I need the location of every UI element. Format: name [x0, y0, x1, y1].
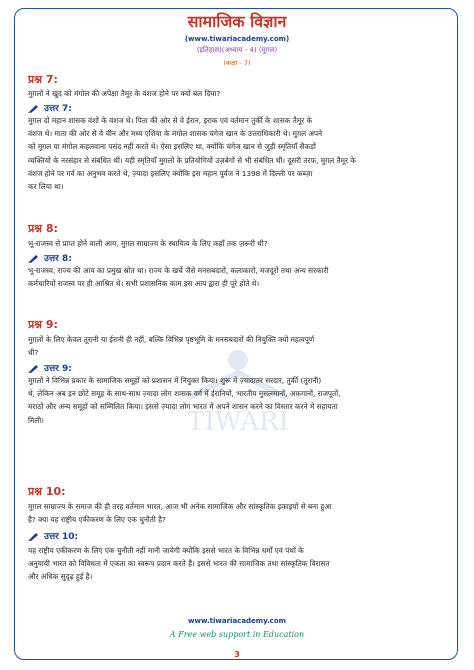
question-text: भू-राजस्व से प्राप्त होने वाली आय, मुग़ल साम्राज्य के स्थायित्व के लिए कहाँ तक ज़रूरी थी?: [28, 239, 268, 248]
answer-text: मुग़लों ने विभिन्न प्रकार के सामाजिक समूहों को प्रशासन में नियुक्त किया। शुरू में ज़्यादातर सरदार, तुर्की (तूरानी) थे, लेकिन अब इन छोटे समूह के साथ-साथ ज़्यादा लोग शासक वर्ग में ईरानियों, भारतीय मुसलमानों, अफ़गानों, राजपूतों, मराठों और अन्य समूहों को सम्मिलित किया। इससे ज़्यादा लोग भारत में अपने शासन करने का विस्तार करने में सहायता मिली।: [28, 376, 341, 425]
page-number: 3: [234, 650, 240, 659]
answer-heading: उत्तर 8:: [28, 251, 72, 264]
answer-text: मुग़ल दो महान शासक वंशों के वंशज थे। पिता की ओर से वे ईरान, इराक एवं वर्तमान तुर्की के शासक तैमूर के वंशज थे। माता की ओर से वे चीन और मध्य एशिया के मंगोल शासक चंगेज खान के उत्तराधिकारी थे। मुग़ल अपने को मुग़ल या मंगोल कहलवाना पसंद नहीं करते थे। ऐसा इसलिए था, क्योंकि चंगेज खान से जुड़ी स्मृतियाँ सैकड़ों व्यक्तियों के नरसंहार से संबंधित थीं। यही स्मृतियाँ मुग़लों के प्रतियोगियों उज़बेगों से भी संबंधित थीं। दूसरी तरफ, मुग़ल तैमूर के वंशज होने पर गर्व का अनुभव करते थे, ज़्यादा इसलिए क्योंकि इस महान पूर्वज ने 1398 में दिल्ली पर कब्ज़ा कर लिया था।: [28, 116, 356, 192]
chapter-label: (इतिहास)(अध्याय - 4) (मुग़ल): [196, 46, 278, 54]
pen-icon: [28, 253, 40, 263]
pen-icon: [28, 531, 40, 541]
question-label: प्रश्न 9:: [28, 318, 58, 331]
pen-icon: [28, 363, 40, 373]
question-label: प्रश्न 10:: [28, 485, 66, 498]
header-website: (www.tiwariacademy.com): [184, 35, 290, 43]
question-text: मुग़लों के लिए केवल तूरानी या ईरानी ही नहीं, बल्कि विभिन्न पृष्ठभूमि के मनसबदारों की नियुक्ति क्यों महत्वपूर्ण थी?: [28, 335, 315, 358]
answer-heading: उत्तर 9:: [28, 361, 72, 374]
pen-icon: [28, 103, 40, 113]
page-title: सामाजिक विज्ञान: [187, 12, 287, 31]
footer-tagline: A Free web support in Education: [169, 630, 305, 639]
question-text: मुग़लों ने खुद को मंगोल की अपेक्षा तैमूर के वंशज होने पर क्यों बल दिया?: [28, 89, 221, 98]
answer-heading: उत्तर 7:: [28, 101, 72, 114]
svg-text:TIWARI: TIWARI: [187, 407, 289, 437]
answer-text: भू-राजस्व, राज्य की आय का प्रमुख स्रोत था। राज्य के खर्चे जैसे मनसबदारों, कलाकारों, मजदूरों तथा अन्य सरकारी कर्मचारियों राजस्व पर ही आश्रित थे। सभी प्रशासनिक काम इस आय द्वारा ही पूरे होते थे।: [28, 266, 329, 289]
footer-website[interactable]: www.tiwariacademy.com: [188, 617, 286, 625]
question-text: मुग़ल साम्राज्य के समाज की ही तरह वर्तमान भारत, आज भी अनेक सामाजिक और सांस्कृतिक इकाइयों से बना हुआ है? क्या यह राष्ट्रीय एकीकरण के लिए एक चुनौती है?: [28, 502, 332, 525]
answer-heading: उत्तर 10:: [28, 529, 78, 542]
class-label: (कक्षा - 7): [223, 59, 251, 67]
answer-text: यह राष्ट्रीय एकीकरण के लिए एक चुनौती नहीं मानी जायेगी क्योंकि इससे भारत के विभिन्न धर्मों एवं पंथों के अनुयायी भारत को विविधता में एकता का स्वरूप प्रदान करते हैं। इससे भारत की सामाजिक तथा सांस्कृतिक विरासत और अधिक सुदृढ़ हुई है।: [28, 546, 330, 582]
question-label: प्रश्न 8:: [28, 222, 58, 235]
question-label: प्रश्न 7:: [28, 73, 58, 86]
